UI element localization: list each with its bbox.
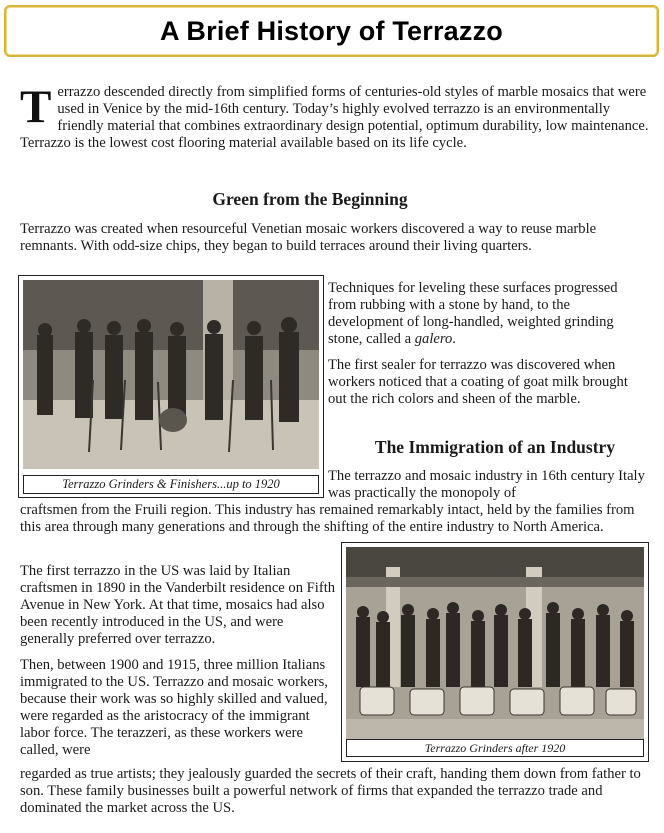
galero-term: galero (414, 331, 453, 347)
workers-group-illustration (23, 280, 319, 469)
historic-photo-image-2 (346, 547, 644, 739)
paragraph-terazzeri: regarded as true artists; they jealously guarded the secrets of their craft, handing them down from father to son. These family businesses built a powerful network of firms that expanded the terrazzo trade and dominated the market across the US. (20, 766, 641, 816)
title-banner (4, 5, 659, 57)
paragraph-first-terrazzo: The first terrazzo in the US was laid by Italian craftsmen in 1890 in the Vanderbilt residence on Fifth Avenue in New York. At that time, mosaics had also been recently introduced in the US, and were generally preferred over terrazzo. (20, 563, 336, 647)
photo-grinders-after-1920 (341, 542, 649, 762)
section-heading-green: Green from the Beginning (212, 189, 408, 209)
drop-cap: T (20, 81, 52, 133)
right-column-text (328, 280, 648, 417)
paragraph-industry-rest: craftsmen from the Fruili region. This industry has remained remarkably intact, held by the families from this area through many generations and through the shifting of the entire industry to North America. (20, 502, 635, 535)
photo-grinders-up-to-1920 (18, 275, 324, 498)
photo2-caption: Terrazzo Grinders after 1920 (346, 739, 644, 757)
left-column-text (20, 563, 338, 768)
paragraph-industry-line1: The terrazzo and mosaic industry in 16th century Italy was practically the monopoly of (328, 468, 645, 501)
leveling-end: . (452, 331, 456, 347)
page-title: A Brief History of Terrazzo (160, 15, 503, 46)
paragraph-venetian-workers: Terrazzo was created when resourceful Venetian mosaic workers discovered a way to reuse marble remnants. With odd-size chips, they began to build terraces around their living quarters. (20, 221, 597, 254)
paragraph-sealer: The first sealer for terrazzo was discovered when workers noticed that a coating of goat milk brought out the rich colors and sheen of the marble. (328, 357, 628, 407)
intro-paragraph (20, 81, 650, 152)
paragraph-immigration: Then, between 1900 and 1915, three million Italians immigrated to the US. Terrazzo and mosaic workers, because their work was so highly skilled and valued, were regarded as the aristocracy of the immigrant labor force. The terazzeri, as these workers were called, were (20, 657, 328, 758)
paragraph-leveling (328, 280, 648, 348)
photo1-caption: Terrazzo Grinders & Finishers...up to 1920 (23, 475, 319, 494)
section-heading-immigration: The Immigration of an Industry (374, 437, 616, 457)
historic-photo-image (23, 280, 319, 469)
workshop-group-illustration (346, 547, 644, 739)
leveling-text: Techniques for leveling these surfaces progressed from rubbing with a stone by hand, to the development of long-handled, weighted grinding stone, called a (328, 280, 618, 347)
intro-text: errazzo descended directly from simplified forms of centuries-old styles of marble mosaics that were used in Venice by the mid-16th century. Today’s highly evolved terrazzo is an environmentally friendly material that combines extraordinary design potential, optimum durability, low maintenance. Terrazzo is the lowest cost flooring material available based on its life cycle. (20, 84, 649, 151)
